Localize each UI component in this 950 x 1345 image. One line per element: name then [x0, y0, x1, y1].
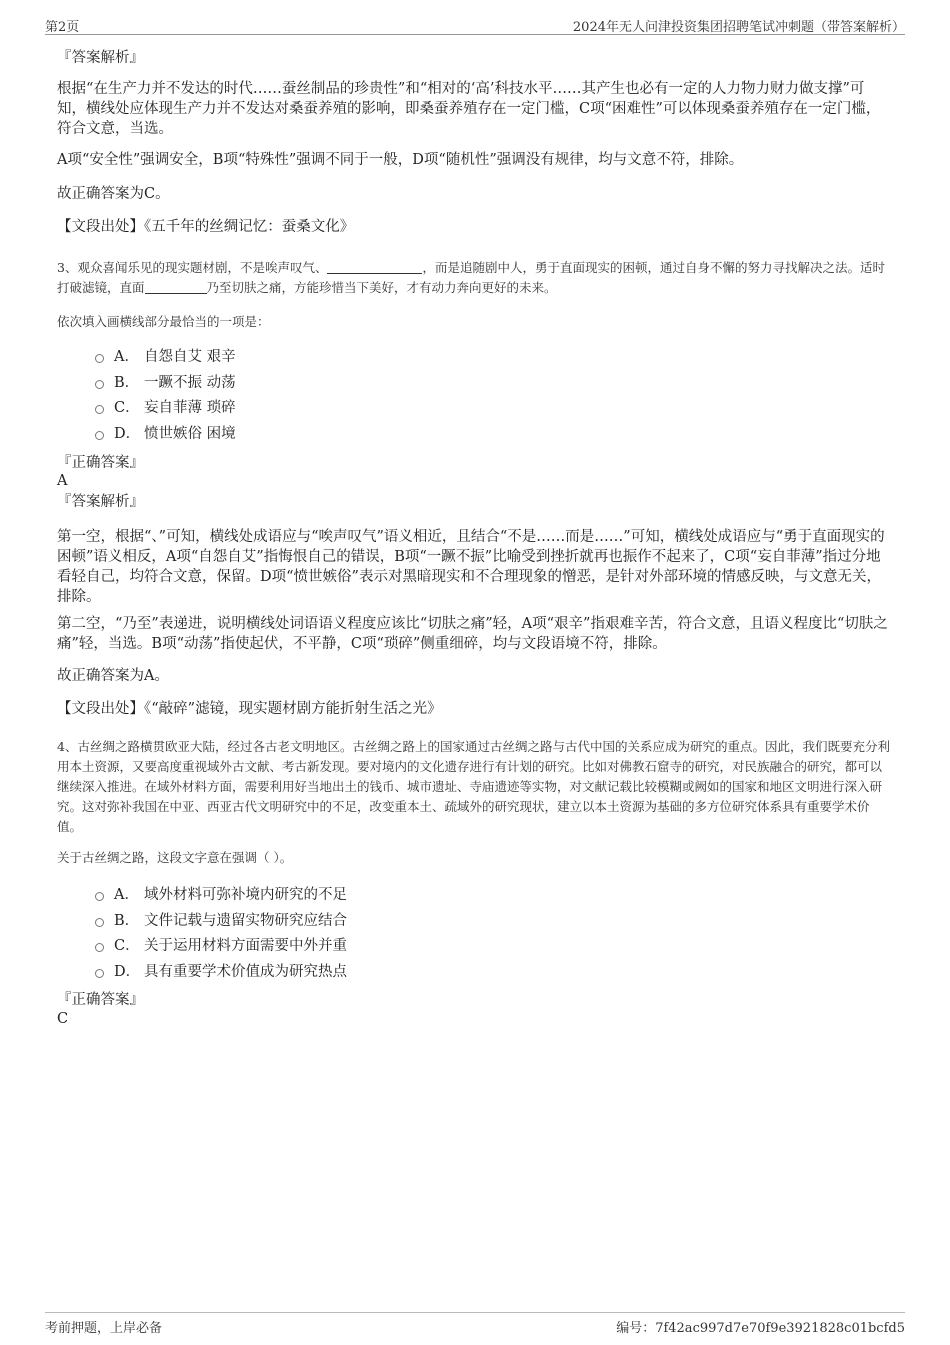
q4-answer-label: 『正确答案』 — [57, 992, 144, 1008]
q4-prompt: 关于古丝绸之路，这段文字意在强调（ ）。 — [57, 850, 293, 865]
page-number: 第2页 — [45, 20, 80, 35]
q2-analysis-label: 『答案解析』 — [57, 50, 144, 66]
q3-analysis-paragraph-1: 第一空，根据“、”可知，横线处成语应与“唉声叹气”语义相近，且结合“不是……而是……”可知，横线处成语应与“勇于直面现实的困顿”语义相反，A项“自怨自艾”指悔恨自己的错误，B项“一蹶不振”比喻受到挫折就再也振作不起来了，C项“妄自菲薄”指过分地看轻自己，均符合文意，保留。D项“愤世嫉俗”表示对黑暗现实和不合理现象的憎恶，是针对外部环境的情感反映，与文意无关，排除。 — [57, 529, 885, 605]
option-text: 妄自菲薄 琐碎 — [144, 400, 236, 417]
q3-source: 【文段出处】《“敲碎”滤镜，现实题材剧方能折射生活之光》 — [57, 701, 442, 717]
option-text: 自怨自艾 艰辛 — [144, 349, 236, 366]
q2-conclusion: 故正确答案为C。 — [57, 186, 170, 202]
radio-icon[interactable] — [95, 918, 104, 927]
q4-answer: C — [57, 1011, 69, 1027]
q4-option-b[interactable] — [95, 907, 347, 933]
option-letter: A． — [114, 349, 139, 366]
q3-options — [95, 343, 236, 445]
q4-option-c[interactable] — [95, 932, 347, 958]
q3-analysis-label: 『答案解析』 — [57, 494, 144, 510]
radio-icon[interactable] — [95, 380, 104, 389]
q3-option-d[interactable] — [95, 420, 236, 446]
q3-stem-part-3: 乃至切肤之痛，方能珍惜当下美好，才有动力奔向更好的未来。 — [206, 280, 557, 295]
q2-source: 【文段出处】《五千年的丝绸记忆：蚕桑文化》 — [57, 219, 355, 235]
radio-icon[interactable] — [95, 354, 104, 363]
q3-option-b[interactable] — [95, 369, 236, 395]
q4-option-a[interactable] — [95, 881, 347, 907]
q3-conclusion: 故正确答案为A。 — [57, 668, 169, 684]
q3-analysis-paragraph-2: 第二空，“乃至”表递进，说明横线处词语语义程度应该比“切肤之痛”轻，A项“艰辛”指艰难辛苦，符合文意，且语义程度比“切肤之痛”轻，当选。B项“动荡”指使起伏，不平静，C项“琐碎”侧重细碎，均与文段语境不符，排除。 — [57, 616, 888, 652]
document-title: 2024年无人问津投资集团招聘笔试冲刺题（带答案解析） — [572, 20, 905, 35]
q4-options — [95, 881, 347, 983]
option-letter: C． — [114, 938, 140, 955]
q4-stem: 4、古丝绸之路横贯欧亚大陆，经过各古老文明地区。古丝绸之路上的国家通过古丝绸之路与古代中国的关系应成为研究的重点。因此，我们既要充分利用本土资源，又要高度重视域外古文献、考古新发现。要对境内的文化遗存进行有计划的研究。比如对佛教石窟寺的研究，对民族融合的研究，都可以继续深入推进。在域外材料方面，需要利用好当地出土的钱币、城市遗址、寺庙遗迹等实物，对文献记载比较模糊或阙如的国家和地区文明进行深入研究。这对弥补我国在中亚、西亚古代文明研究中的不足，改变重本土、疏域外的研究现状，建立以本土资源为基础的多方位研究体系具有重要学术价值。 — [57, 739, 890, 834]
option-letter: A． — [114, 887, 139, 904]
option-letter: C． — [114, 400, 140, 417]
q3-answer: A — [57, 473, 68, 489]
radio-icon[interactable] — [95, 431, 104, 440]
q4-option-d[interactable] — [95, 958, 347, 984]
blank-line — [327, 259, 422, 274]
radio-icon[interactable] — [95, 969, 104, 978]
option-letter: D． — [114, 425, 141, 442]
radio-icon[interactable] — [95, 405, 104, 414]
q3-stem — [57, 258, 893, 298]
q3-stem-part-1: 3、观众喜闻乐见的现实题材剧，不是唉声叹气、 — [57, 260, 328, 275]
option-text: 一蹶不振 动荡 — [144, 374, 236, 391]
q2-analysis-paragraph-2: A项“安全性”强调安全，B项“特殊性”强调不同于一般，D项“随机性”强调没有规律，均与文意不符，排除。 — [57, 152, 744, 168]
page-footer — [45, 1312, 905, 1335]
option-letter: D． — [114, 963, 141, 980]
q3-stem-part-2: ，而是追随剧中人，勇于直面现实的困顿，通过自身不懈的努力寻找解决之法。适时打破滤镜，直面 — [57, 260, 885, 295]
q3-option-c[interactable] — [95, 394, 236, 420]
page-header — [45, 14, 905, 35]
option-text: 文件记载与遗留实物研究应结合 — [144, 912, 347, 929]
blank-line — [145, 279, 207, 294]
option-text: 愤世嫉俗 困境 — [144, 425, 236, 442]
footer-slogan: 考前押题，上岸必备 — [45, 1321, 163, 1336]
option-letter: B． — [114, 912, 140, 929]
radio-icon[interactable] — [95, 943, 104, 952]
document-id: 编号：7f42ac997d7e70f9e3921828c01bcfd5 — [616, 1321, 905, 1336]
q2-analysis-paragraph-1: 根据“在生产力并不发达的时代……蚕丝制品的珍贵性”和“相对的‘高’科技水平……其产生也必有一定的人力物力财力做支撑”可知，横线处应体现生产力并不发达对桑蚕养殖的影响，即桑蚕养殖存在一定门槛，C项“困难性”可以体现桑蚕养殖存在一定门槛，符合文意，当选。 — [57, 81, 881, 137]
option-text: 具有重要学术价值成为研究热点 — [144, 963, 347, 980]
option-text: 域外材料可弥补境内研究的不足 — [144, 887, 347, 904]
q3-prompt: 依次填入画横线部分最恰当的一项是： — [57, 314, 270, 329]
option-text: 关于运用材料方面需要中外并重 — [144, 938, 347, 955]
q3-answer-label: 『正确答案』 — [57, 455, 144, 471]
q3-option-a[interactable] — [95, 343, 236, 369]
option-letter: B． — [114, 374, 140, 391]
radio-icon[interactable] — [95, 892, 104, 901]
